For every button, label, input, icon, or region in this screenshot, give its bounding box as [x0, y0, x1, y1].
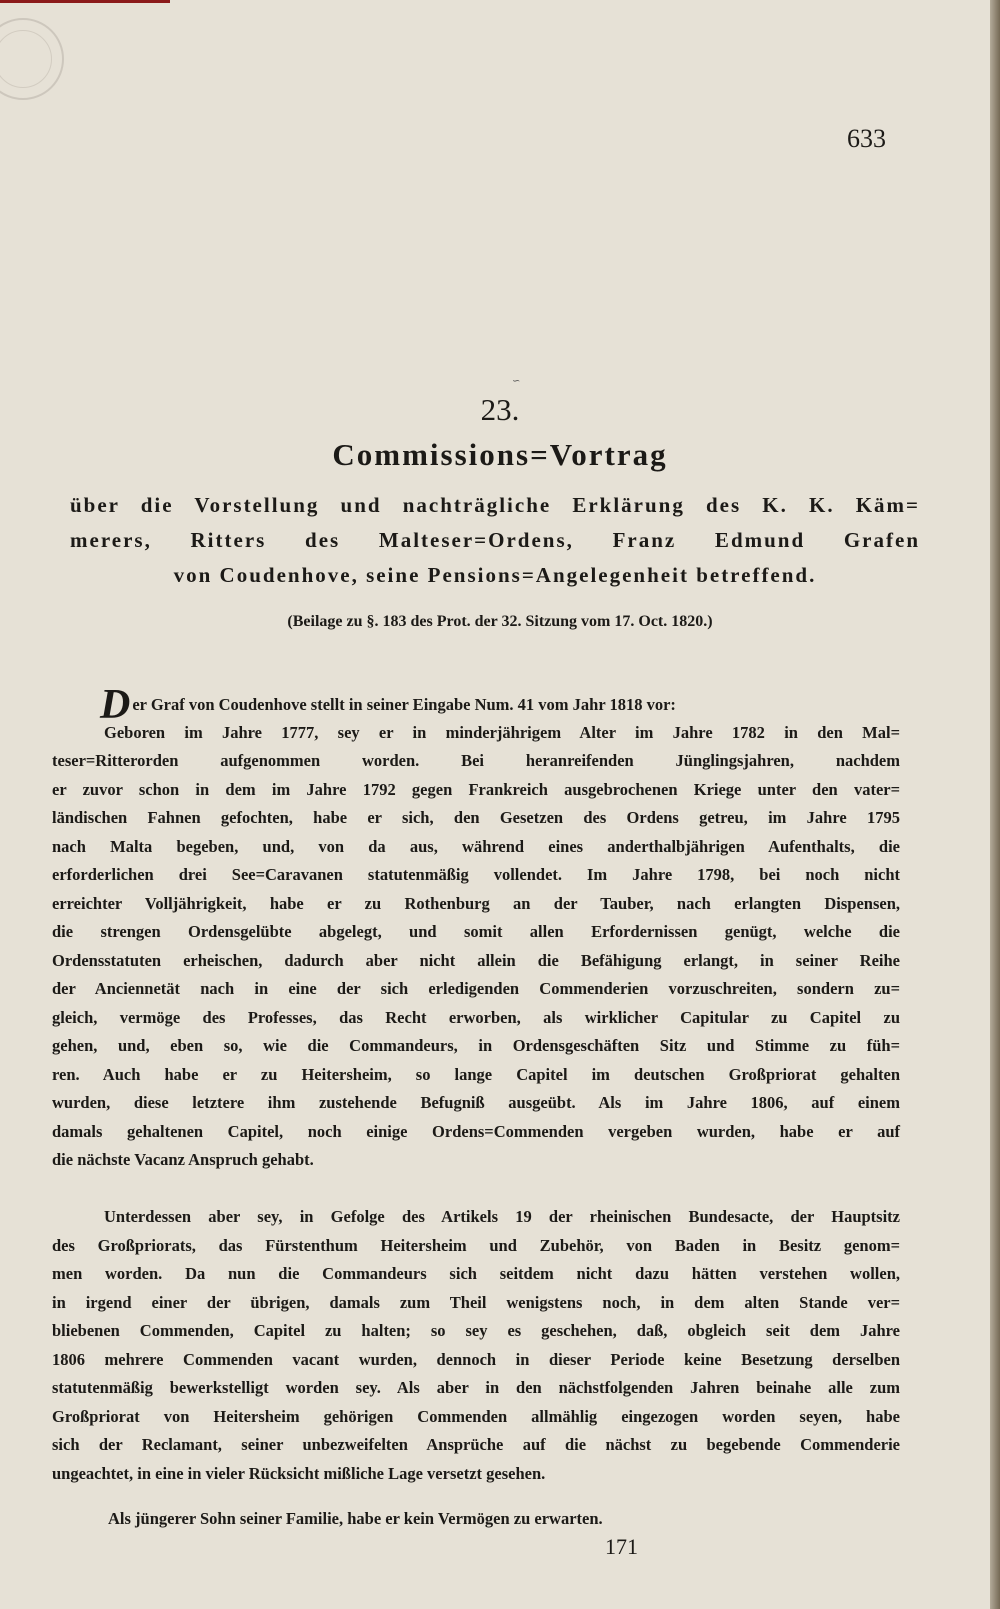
text-line: ungeachtet, in eine in vieler Rücksicht mißliche Lage versetzt gesehen. [52, 1463, 546, 1483]
document-title: Commissions=Vortrag [332, 437, 668, 472]
library-stamp [0, 18, 64, 100]
reference-note: (Beilage zu §. 183 des Prot. der 32. Sitzung vom 17. Oct. 1820.) [287, 613, 713, 630]
section-number: 23. [480, 392, 520, 427]
text-line: erreichter Volljährigkeit, habe er zu Rothenburg an der Tauber, nach erlangten Dispensen, [52, 893, 900, 913]
text-line: Unterdessen aber sey, in Gefolge des Artikels 19 der rheinischen Bundesacte, der Hauptsitz [104, 1207, 900, 1226]
paragraph-2 [52, 1203, 900, 1488]
text-line: gehen, und, eben so, wie die Commandeurs, in Ordensgeschäften Sitz und Stimme zu füh= [52, 1036, 900, 1055]
text-line: die strengen Ordensgelübte abgelegt, und somit allen Erfordernissen genügt, welche die [52, 922, 900, 941]
text-line: sich der Reclamant, seiner unbezweifelten Ansprüche auf die nächst zu begebende Commenderie [52, 1435, 900, 1454]
text-line: in irgend einer der übrigen, damals zum Theil wenigstens noch, in dem alten Stande ver= [52, 1292, 900, 1312]
text-line: er zuvor schon in dem im Jahre 1792 gegen Frankreich ausgebrochenen Kriege unter den vater= [52, 779, 900, 799]
text-line: erforderlichen drei See=Caravanen statutenmäßig vollendet. Im Jahre 1798, bei noch nicht [52, 865, 900, 884]
text-line: gleich, vermöge des Professes, das Recht erworben, als wirklicher Capitular zu Capitel zu [52, 1007, 900, 1027]
text-line: nach Malta begeben, und, von da aus, während eines anderthalbjährigen Aufenthalts, die [52, 836, 900, 856]
subtitle-line: merers, Ritters des Malteser=Ordens, Franz Edmund Grafen [70, 528, 920, 552]
drop-cap: D [100, 682, 131, 728]
ornament-glyph: ∽ [512, 376, 521, 387]
text-line: 1806 mehrere Commenden vacant wurden, dennoch in dieser Periode keine Besetzung derselben [52, 1349, 900, 1369]
text-line: men worden. Da nun die Commandeurs sich seitdem nicht dazu hätten verstehen wollen, [52, 1264, 900, 1283]
text-line: Großpriorat von Heitersheim gehörigen Commenden allmählig eingezogen worden seyen, habe [52, 1406, 900, 1426]
text-line: des Großpriorats, das Fürstenthum Heitersheim und Zubehör, von Baden in Besitz genom= [52, 1235, 900, 1255]
top-edge-stripe [0, 0, 170, 3]
text-line: statutenmäßig bewerkstelligt worden sey. Als aber in den nächstfolgenden Jahren beinahe alle zum [52, 1378, 900, 1397]
text-line: wurden, diese letztere ihm zustehende Befugniß ausgeübt. Als im Jahre 1806, auf einem [52, 1093, 900, 1112]
text-line: teser=Ritterorden aufgenommen worden. Bei heranreifenden Jünglingsjahren, nachdem [52, 751, 900, 770]
subtitle-line: von Coudenhove, seine Pensions=Angelegenheit betreffend. [173, 563, 817, 587]
text-line [52, 682, 900, 728]
paragraph-3 [52, 1505, 900, 1534]
text-line: Geboren im Jahre 1777, sey er in minderjährigem Alter im Jahre 1782 in den Mal= [104, 722, 900, 742]
text-line: die nächste Vacanz Anspruch gehabt. [52, 1150, 314, 1169]
text-line-content: er Graf von Coudenhove stellt in seiner Eingabe Num. 41 vom Jahr 1818 vor: [132, 695, 676, 714]
text-line: der Anciennetät nach in eine der sich erledigenden Commenderien vorzuschreiten, sondern zu= [52, 979, 900, 998]
library-stamp-inner [0, 30, 52, 88]
book-spine-shadow [990, 0, 1000, 1609]
subtitle-line: über die Vorstellung und nachträgliche Erklärung des K. K. Käm= [70, 493, 920, 517]
text-line: bliebenen Commenden, Capitel zu halten; so sey es geschehen, daß, obgleich seit dem Jahre [52, 1321, 900, 1340]
text-line: ren. Auch habe er zu Heitersheim, so lange Capitel im deutschen Großpriorat gehalten [52, 1064, 900, 1084]
text-line: Als jüngerer Sohn seiner Familie, habe er kein Vermögen zu erwarten. [108, 1509, 603, 1528]
page-number: 633 [847, 124, 886, 153]
text-line: Ordensstatuten erheischen, dadurch aber nicht allein die Befähigung erlangt, in seiner Reihe [52, 950, 900, 970]
text-line: ländischen Fahnen gefochten, habe er sich, den Gesetzen des Ordens getreu, im Jahre 1795 [52, 808, 900, 827]
signature-mark: 171 [605, 1534, 638, 1559]
text-line: damals gehaltenen Capitel, noch einige Ordens=Commenden vergeben wurden, habe er auf [52, 1121, 900, 1141]
document-subtitle [70, 488, 920, 593]
paragraph-1 [52, 682, 900, 1175]
